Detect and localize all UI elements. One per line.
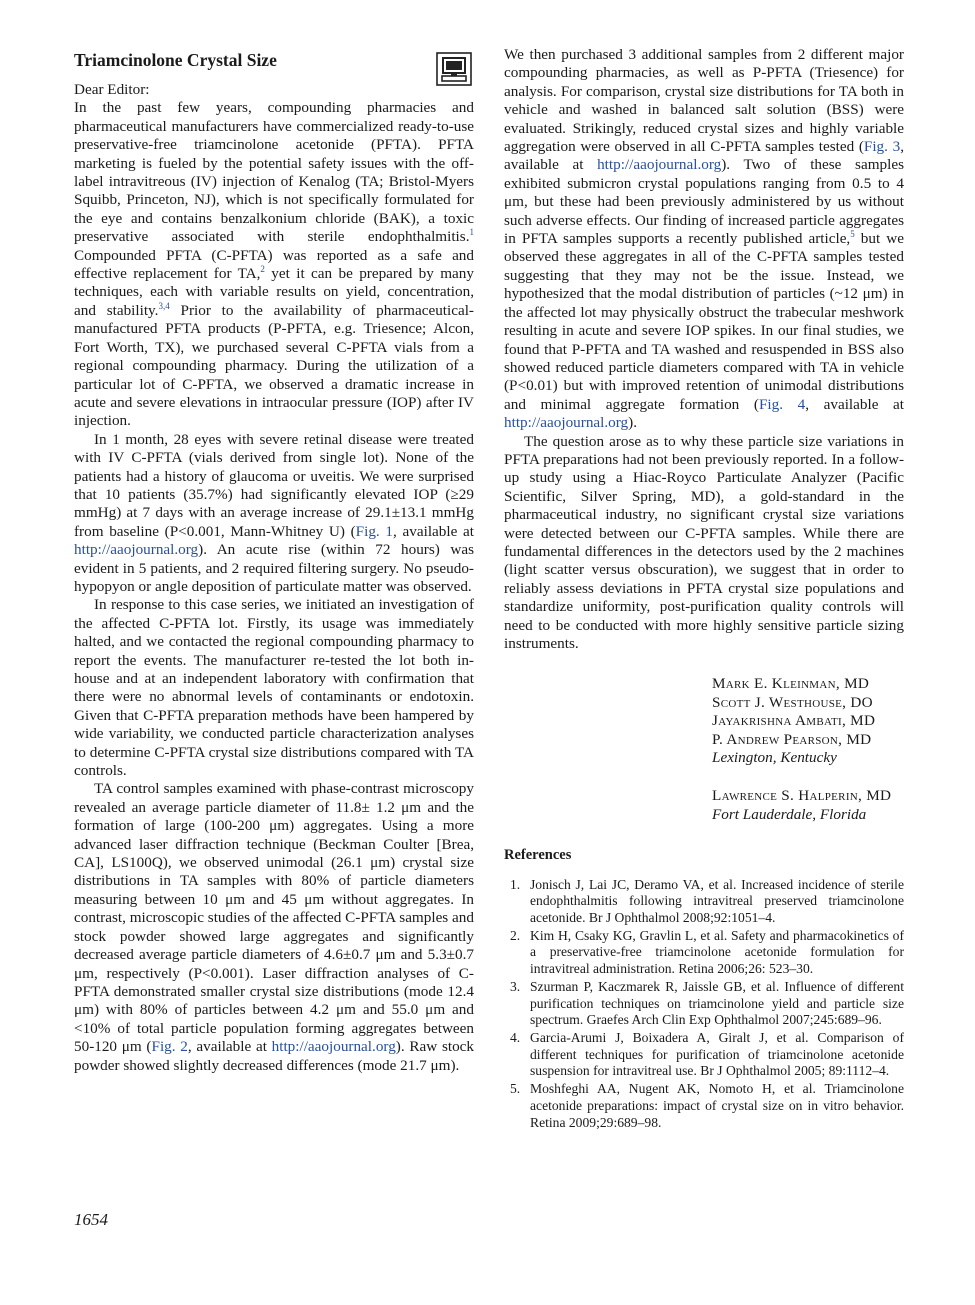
paragraph-4 <box>74 780 474 1075</box>
paragraph-3: In response to this case series, we initiated an investigation of the affected C-PFTA lot. Firstly, its usage was immediately halted, and we contacted the regional compounding pharmacy to report the events. The manufacturer re-tested the lot both in-house and at an independent laboratory with confirmation that there were no abnormal levels of contaminants or endotoxin. Given that C-PFTA preparation methods have been hampered by wide variability, we conducted particle characterization analyses to determine C-PFTA crystal size distributions compared with TA controls. <box>74 596 474 780</box>
figure-1-link[interactable]: Fig. 1 <box>355 522 394 540</box>
p1-text-c: yet it can be prepared by many techniques, each with variable results on yield, concentration, and stability. <box>74 265 474 319</box>
reference-item: 2. Kim H, Csaky KG, Gravlin L, et al. Safety and pharmacokinetics of a preservative-free triamcinolone acetonide formulation for intravitreal administration. Retina 2006;26: 523–30. <box>510 927 904 977</box>
aaojournal-link[interactable]: http://aaojournal.org <box>504 414 629 432</box>
aaojournal-link[interactable]: http://aaojournal.org <box>271 1038 396 1056</box>
p5-text-b: , available at <box>504 138 904 174</box>
article-title: Triamcinolone Crystal Size <box>74 50 277 70</box>
p5-text-e: , available at <box>805 395 904 413</box>
p4-text-b: , available at <box>187 1038 272 1056</box>
paragraph-5 <box>504 46 904 433</box>
p5-text-f: ). <box>628 414 638 432</box>
p4-text-a: TA control samples examined with phase-contrast microscopy revealed an average particle diameter of 11.8± 1.2 μm and the formation of large (100-200 μm) aggregates. Using a more advanced laser diffraction technique (Beckman Coulter [Brea, CA], LS100Q), we observed unimodal (26.1 μm) crystal size distributions in TA samples with 80% of particle diameters measuring between 10 μm and 45 μm without aggregates. In contrast, microscopic studies of the affected C-PFTA samples and stock powder showed large aggregates and significantly decreased average particle diameters of 4.6±0.7 μm and 5.3±0.7 μm, respectively (P<0.001). Laser diffraction analyses of C-PFTA demonstrated smaller crystal size distributions (mode 12.4 μm) with 80% of particles between 4.2 μm and 55.0 μm and <10% of total particle population forming aggregates between 50-120 μm ( <box>74 780 474 1056</box>
paragraph-2 <box>74 431 474 597</box>
citation-5[interactable]: 5 <box>850 229 855 239</box>
page-number: 1654 <box>74 1210 108 1229</box>
p4-text-c: ). Raw stock powder showed slightly decreased differences (mode 21.7 μm). <box>74 1038 474 1074</box>
p2-text-a: In 1 month, 28 eyes with severe retinal disease were treated with IV C-PFTA (vials derived from single lot). None of the patients had a history of glaucoma or uveitis. We were surprised that 10 patients (35.7%) had significantly elevated IOP (≥29 mmHg) at 7 days with an average increase of 29.1±13.1 mmHg from baseline (P<0.001, Mann-Whitney U) ( <box>74 430 474 540</box>
author-name: Lawrence S. Halperin, MD <box>712 787 892 805</box>
p1-text-d: Prior to the availability of pharmaceutical-manufactured PFTA products (P-PFTA, e.g. Triesence; Alcon, Fort Worth, TX), we purchased several C-PFTA vials from a regional compounding pharmacy. During the utilization of a particular lot of C-PFTA, we observed a dramatic increase in acute and severe elevations in intraocular pressure (IOP) after IV injection. <box>74 301 474 430</box>
p1-text-b: Compounded PFTA (C-PFTA) was reported as a safe and effective replacement for TA, <box>74 246 474 283</box>
p5-text-a: We then purchased 3 additional samples from 2 different major compounding pharmacies, as well as P-PFTA (Triesence) for analysis. For comparison, crystal size distributions for TA both in vehicle and washed in balanced salt solution (BSS) were evaluated. Strikingly, reduced crystal sizes and highly variable aggregation were observed in all C-PFTA samples tested ( <box>504 46 904 156</box>
p5-text-d: but we observed these aggregates in all of the C-PFTA samples tested suggesting that they may not be the issue. Instead, we hypothesized that the modal distribution of particles (~12 μm) in the affected lot may physically obstruct the trabecular meshwork resulting in acute and severe IOP spikes. In our final studies, we found that P-PFTA and TA washed and resuspended in BSS also showed reduced particle diameters compared with TA in vehicle (P<0.01) but with improved retention of unimodal distributions and minimal aggregate formation ( <box>504 230 904 413</box>
author-name: Scott J. Westhouse, DO <box>712 693 873 711</box>
author-name: P. Andrew Pearson, MD <box>712 730 872 748</box>
citation-2[interactable]: 2 <box>260 264 265 274</box>
reference-item: 3. Szurman P, Kaczmarek R, Jaissle GB, et al. Influence of different purification techniques on triamcinolone yield and particle size spectrum. Graefes Arch Clin Exp Ophthalmol 2007;245:689–96. <box>510 978 904 1028</box>
paragraph-1 <box>74 99 474 430</box>
paragraph-6: The question arose as to why these particle size variations in PFTA preparations had not been previously reported. In a follow-up study using a Hiac-Royco Particulate Analyzer (Pacific Scientific, Silver Spring, MD), a gold-standard in the pharmaceutical industry, no significant crystal size variations were detected between our C-PFTA samples. While there are fundamental differences in the detectors used by the 2 machines (light scatter versus obscuration), we suggest that in order to reliably assess deviations in PFTA crystal size populations and standardize uniformity, post-purification quality controls will need to be conducted with more highly sensitive particle sizing instruments. <box>504 432 904 652</box>
author-name: Mark E. Kleinman, MD <box>712 675 870 693</box>
citation-3-4[interactable]: 3,4 <box>158 300 170 311</box>
p5-text-c: ). Two of these samples exhibited submicron crystal populations ranging from 0.5 to 4 μm, but these had been previously administered by us without such adverse effects. Our finding of increased particle aggregates in PFTA samples supports a recently published article, <box>504 156 904 248</box>
author-name: Jayakrishna Ambati, MD <box>712 712 876 730</box>
aaojournal-link[interactable]: http://aaojournal.org <box>74 541 199 559</box>
salutation: Dear Editor: <box>74 81 150 98</box>
figure-4-link[interactable]: Fig. 4 <box>758 395 806 413</box>
right-column <box>504 46 904 1132</box>
figure-2-link[interactable]: Fig. 2 <box>151 1038 188 1056</box>
p2-text-c: ). An acute rise (within 72 hours) was evident in 5 patients, and 2 required filtering surgery. No pseudo-hypopyon or angle deposition of particulate matter was observed. <box>74 541 474 595</box>
p2-text-b: , available at <box>393 522 474 540</box>
references-list <box>504 877 904 1132</box>
author-signature-block <box>712 675 904 824</box>
computer-monitor-icon <box>436 52 472 86</box>
p1-text-a: In the past few years, compounding pharmacies and pharmaceutical manufacturers have commercialized ready-to-use preservative-free triamcinolone acetonide (PFTA). PFTA marketing is fueled by the potential safety issues with the off-label intravitreous (IV) injection of Kenalog (TA; Bristol-Myers Squibb, Princeton, NJ), which is not specifically formulated for the eye and contains benzalkonium chloride (BAK), a toxic preservative associated with sterile endophthalmitis. <box>74 99 474 246</box>
reference-item: 5. Moshfeghi AA, Nugent AK, Nomoto H, et al. Triamcinolone acetonide preparations: impact of crystal size on in vitro behavior. Retina 2009;29:689–98. <box>510 1081 904 1130</box>
figure-3-link[interactable]: Fig. 3 <box>863 138 901 156</box>
author-location: Fort Lauderdale, Florida <box>712 805 867 823</box>
left-column <box>74 46 474 1075</box>
reference-item: 4. Garcia-Arumi J, Boixadera A, Giralt J, et al. Comparison of different techniques for purification of triamcinolone acetonide suspension for intravitreal use. Br J Ophthalmol 2005; 89:1112–4. <box>510 1029 904 1079</box>
aaojournal-link[interactable]: http://aaojournal.org <box>597 156 722 174</box>
citation-1[interactable]: 1 <box>469 227 474 238</box>
reference-item: 1. Jonisch J, Lai JC, Deramo VA, et al. Increased incidence of sterile endophthalmitis following intravitreal preserved triamcinolone acetonide. Br J Ophthalmol 2008;92:1051–4. <box>510 876 904 926</box>
references-heading: References <box>504 847 572 864</box>
author-location: Lexington, Kentucky <box>712 749 837 767</box>
